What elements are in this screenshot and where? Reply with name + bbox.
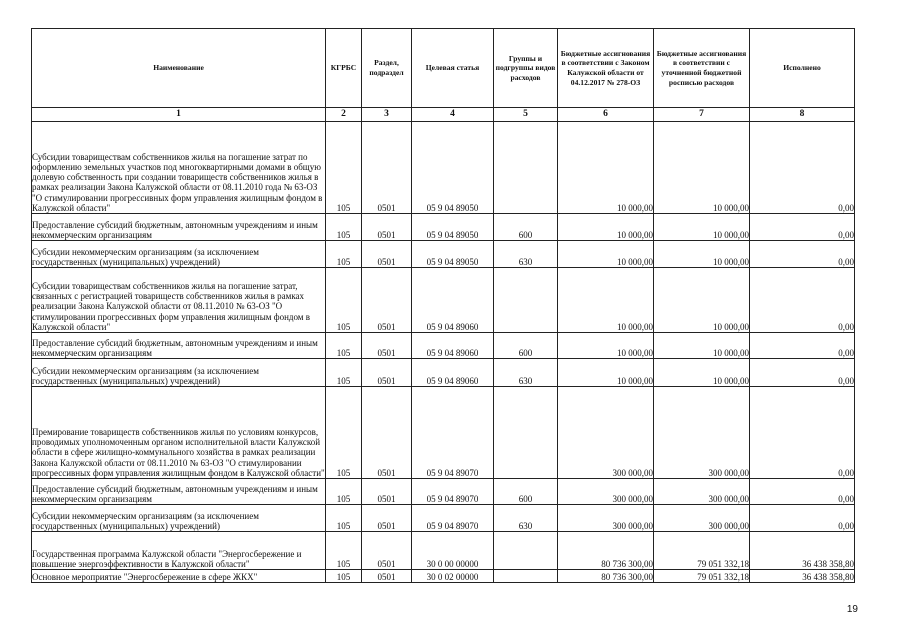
header-kgrbs: КГРБС [326, 29, 362, 108]
row-executed: 0,00 [750, 505, 855, 532]
row-group [494, 387, 558, 479]
row-section: 0501 [362, 479, 412, 505]
table-row [32, 359, 855, 387]
row-kgrbs: 105 [326, 268, 362, 333]
row-budget-law: 80 736 300,00 [558, 532, 654, 570]
header-budget-law: Бюджетные ассигнования в соответствии с Законом Калужской области от 04.12.2017 № 278-ОЗ [558, 29, 654, 108]
row-budget-law: 300 000,00 [558, 505, 654, 532]
table-row [32, 214, 855, 241]
row-budget-law: 10 000,00 [558, 241, 654, 268]
header-row [32, 29, 855, 108]
row-group [494, 532, 558, 570]
row-group: 600 [494, 214, 558, 241]
header-executed: Исполнено [750, 29, 855, 108]
row-target: 30 0 02 00000 [412, 570, 494, 583]
row-section: 0501 [362, 241, 412, 268]
table-row [32, 505, 855, 532]
row-kgrbs: 105 [326, 241, 362, 268]
row-name: Субсидии некоммерческим организациям (за исключением государственных (муниципальных) учреждений) [32, 505, 326, 532]
row-executed: 0,00 [750, 359, 855, 387]
row-section: 0501 [362, 505, 412, 532]
table-row [32, 479, 855, 505]
row-kgrbs: 105 [326, 214, 362, 241]
table-row [32, 241, 855, 268]
row-target: 05 9 04 89070 [412, 505, 494, 532]
page-number: 19 [846, 604, 858, 615]
row-kgrbs: 105 [326, 359, 362, 387]
row-group: 630 [494, 359, 558, 387]
row-kgrbs: 105 [326, 387, 362, 479]
row-target: 05 9 04 89060 [412, 359, 494, 387]
row-executed: 0,00 [750, 333, 855, 359]
row-budget-law: 300 000,00 [558, 479, 654, 505]
row-budget-refined: 79 051 332,18 [654, 532, 750, 570]
header-target: Целевая статья [412, 29, 494, 108]
row-group [494, 570, 558, 583]
row-budget-refined: 10 000,00 [654, 359, 750, 387]
row-executed: 36 438 358,80 [750, 532, 855, 570]
table-row [32, 532, 855, 570]
row-target: 30 0 00 00000 [412, 532, 494, 570]
table-row [32, 387, 855, 479]
column-number: 1 [32, 108, 326, 122]
column-number: 7 [654, 108, 750, 122]
row-section: 0501 [362, 122, 412, 214]
budget-table [31, 28, 855, 583]
row-target: 05 9 04 89070 [412, 387, 494, 479]
row-name: Субсидии товариществам собственников жилья на погашение затрат по оформлению земельных участков под многоквартирными домами в общую долевую собственность при создании товариществ собственников жилья в рамках реализации Закона Калужской области от 08.11.2010 года № 63-ОЗ "О стимулировании прогрессивных форм управления жилищным фондом в Калужской области" [32, 122, 326, 214]
table-row [32, 333, 855, 359]
row-group: 600 [494, 479, 558, 505]
row-budget-law: 10 000,00 [558, 214, 654, 241]
row-budget-refined: 10 000,00 [654, 214, 750, 241]
row-name: Предоставление субсидий бюджетным, автономным учреждениям и иным некоммерческим организациям [32, 479, 326, 505]
row-budget-law: 80 736 300,00 [558, 570, 654, 583]
header-section: Раздел, подраздел [362, 29, 412, 108]
row-name: Субсидии некоммерческим организациям (за исключением государственных (муниципальных) учреждений) [32, 359, 326, 387]
row-executed: 0,00 [750, 387, 855, 479]
row-target: 05 9 04 89060 [412, 333, 494, 359]
row-target: 05 9 04 89060 [412, 268, 494, 333]
row-kgrbs: 105 [326, 505, 362, 532]
row-section: 0501 [362, 532, 412, 570]
row-kgrbs: 105 [326, 570, 362, 583]
row-group: 600 [494, 333, 558, 359]
row-section: 0501 [362, 387, 412, 479]
row-name: Субсидии некоммерческим организациям (за исключением государственных (муниципальных) учреждений) [32, 241, 326, 268]
header-groups: Группы и подгруппы видов расходов [494, 29, 558, 108]
row-kgrbs: 105 [326, 333, 362, 359]
row-name: Предоставление субсидий бюджетным, автономным учреждениям и иным некоммерческим организациям [32, 214, 326, 241]
column-number: 3 [362, 108, 412, 122]
row-executed: 0,00 [750, 122, 855, 214]
row-executed: 0,00 [750, 241, 855, 268]
header-name: Наименование [32, 29, 326, 108]
table-row [32, 570, 855, 583]
row-budget-law: 10 000,00 [558, 333, 654, 359]
column-number: 8 [750, 108, 855, 122]
row-name: Предоставление субсидий бюджетным, автономным учреждениям и иным некоммерческим организациям [32, 333, 326, 359]
table-row [32, 122, 855, 214]
column-number: 4 [412, 108, 494, 122]
row-target: 05 9 04 89050 [412, 122, 494, 214]
row-budget-refined: 10 000,00 [654, 241, 750, 268]
column-number: 5 [494, 108, 558, 122]
row-budget-refined: 300 000,00 [654, 387, 750, 479]
row-target: 05 9 04 89050 [412, 214, 494, 241]
row-name: Субсидии товариществам собственников жилья на погашение затрат, связанных с регистрацией товариществ собственников жилья в рамках реализации Закона Калужской области от 08.11.2010 № 63-ОЗ "О стимулировании прогрессивных форм управления жилищным фондом в Калужской области" [32, 268, 326, 333]
row-group: 630 [494, 505, 558, 532]
row-section: 0501 [362, 359, 412, 387]
row-budget-refined: 10 000,00 [654, 268, 750, 333]
row-kgrbs: 105 [326, 122, 362, 214]
row-kgrbs: 105 [326, 532, 362, 570]
row-budget-refined: 79 051 332,18 [654, 570, 750, 583]
row-section: 0501 [362, 333, 412, 359]
row-section: 0501 [362, 268, 412, 333]
row-budget-law: 10 000,00 [558, 122, 654, 214]
row-group [494, 268, 558, 333]
row-executed: 0,00 [750, 268, 855, 333]
row-section: 0501 [362, 214, 412, 241]
table-row [32, 268, 855, 333]
row-budget-refined: 300 000,00 [654, 479, 750, 505]
row-executed: 0,00 [750, 214, 855, 241]
row-budget-refined: 300 000,00 [654, 505, 750, 532]
row-name: Премирование товариществ собственников жилья по условиям конкурсов, проводимых уполномоченным органом исполнительной власти Калужской области в сфере жилищно-коммунального хозяйства в рамках реализации Закона Калужской области от 08.11.2010 № 63-ОЗ "О стимулировании прогрессивных форм управления жилищным фондом в Калужской области" [32, 387, 326, 479]
row-budget-law: 10 000,00 [558, 268, 654, 333]
column-number: 2 [326, 108, 362, 122]
row-group: 630 [494, 241, 558, 268]
row-budget-refined: 10 000,00 [654, 122, 750, 214]
row-target: 05 9 04 89070 [412, 479, 494, 505]
row-group [494, 122, 558, 214]
column-number: 6 [558, 108, 654, 122]
row-name: Государственная программа Калужской области "Энергосбережение и повышение энергоэффективности в Калужской области" [32, 532, 326, 570]
row-executed: 36 438 358,80 [750, 570, 855, 583]
row-executed: 0,00 [750, 479, 855, 505]
row-budget-refined: 10 000,00 [654, 333, 750, 359]
row-section: 0501 [362, 570, 412, 583]
row-budget-law: 300 000,00 [558, 387, 654, 479]
row-name: Основное мероприятие "Энергосбережение в сфере ЖКХ" [32, 570, 326, 583]
row-target: 05 9 04 89050 [412, 241, 494, 268]
header-budget-refined: Бюджетные ассигнования в соответствии с уточненной бюджетной росписью расходов [654, 29, 750, 108]
column-number-row [32, 108, 855, 122]
row-budget-law: 10 000,00 [558, 359, 654, 387]
row-kgrbs: 105 [326, 479, 362, 505]
